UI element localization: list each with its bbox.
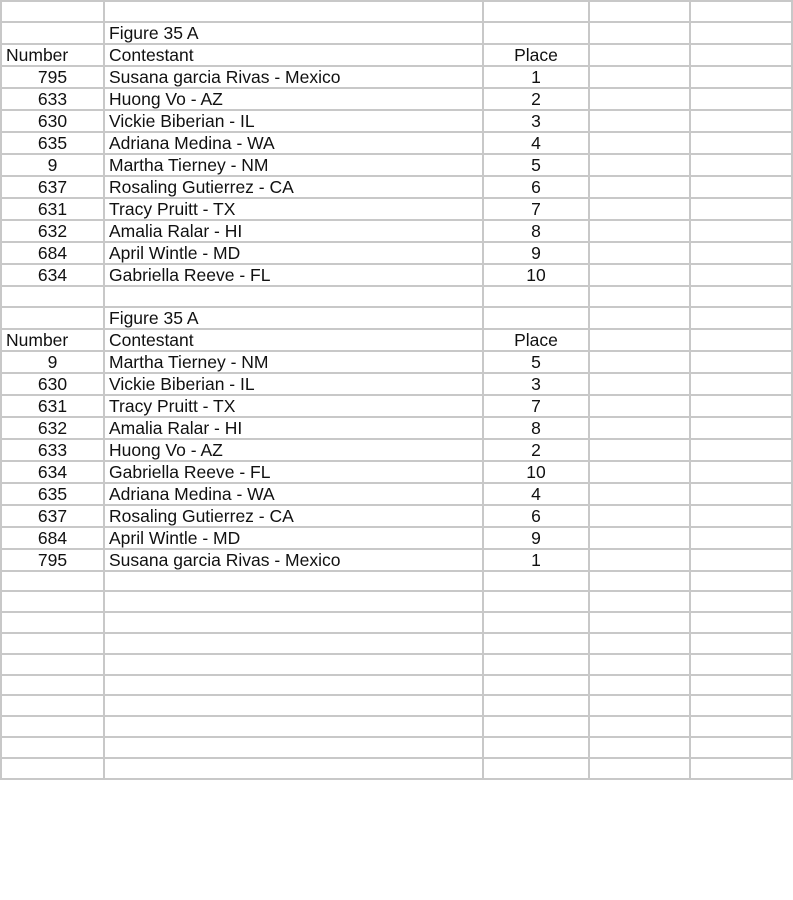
- cell[interactable]: [104, 571, 483, 592]
- table-row: [1, 505, 792, 527]
- place-cell[interactable]: 9: [483, 527, 589, 549]
- cell[interactable]: [690, 286, 792, 307]
- contestant-cell[interactable]: Vickie Biberian - IL: [104, 373, 483, 395]
- table-row: [1, 66, 792, 88]
- contestant-cell[interactable]: Huong Vo - AZ: [104, 439, 483, 461]
- header-number[interactable]: Number: [1, 329, 104, 351]
- empty-row: [1, 612, 792, 633]
- empty-row: [1, 758, 792, 779]
- contestant-cell[interactable]: Adriana Medina - WA: [104, 132, 483, 154]
- place-cell[interactable]: 8: [483, 417, 589, 439]
- cell[interactable]: [690, 329, 792, 351]
- place-cell[interactable]: 3: [483, 110, 589, 132]
- contestant-cell[interactable]: Adriana Medina - WA: [104, 483, 483, 505]
- cell[interactable]: [690, 483, 792, 505]
- number-cell[interactable]: 795: [1, 549, 104, 571]
- contestant-cell[interactable]: Vickie Biberian - IL: [104, 110, 483, 132]
- cell[interactable]: [690, 395, 792, 417]
- contestant-cell[interactable]: Rosaling Gutierrez - CA: [104, 176, 483, 198]
- contestant-cell[interactable]: Tracy Pruitt - TX: [104, 198, 483, 220]
- table-row: [1, 220, 792, 242]
- cell[interactable]: [690, 758, 792, 779]
- table-row: [1, 88, 792, 110]
- cell[interactable]: [589, 373, 690, 395]
- contestant-cell[interactable]: Huong Vo - AZ: [104, 88, 483, 110]
- cell[interactable]: [1, 612, 104, 633]
- table-row: [1, 110, 792, 132]
- number-cell[interactable]: 630: [1, 110, 104, 132]
- cell[interactable]: [589, 44, 690, 66]
- cell[interactable]: [690, 591, 792, 612]
- header-contestant[interactable]: Contestant: [104, 44, 483, 66]
- cell[interactable]: [690, 220, 792, 242]
- cell[interactable]: [104, 286, 483, 307]
- cell[interactable]: [104, 675, 483, 696]
- cell[interactable]: [690, 505, 792, 527]
- contestant-cell[interactable]: Amalia Ralar - HI: [104, 417, 483, 439]
- table-row: [1, 154, 792, 176]
- contestant-cell[interactable]: April Wintle - MD: [104, 242, 483, 264]
- number-cell[interactable]: 633: [1, 88, 104, 110]
- cell[interactable]: [589, 591, 690, 612]
- place-cell[interactable]: 7: [483, 395, 589, 417]
- table-row: [1, 527, 792, 549]
- cell[interactable]: [483, 654, 589, 675]
- cell[interactable]: [690, 110, 792, 132]
- cell[interactable]: [589, 1, 690, 22]
- header-row: [1, 44, 792, 66]
- cell[interactable]: [589, 695, 690, 716]
- number-cell[interactable]: 684: [1, 527, 104, 549]
- table-row: [1, 417, 792, 439]
- cell[interactable]: [589, 22, 690, 44]
- number-cell[interactable]: 633: [1, 439, 104, 461]
- cell[interactable]: [589, 110, 690, 132]
- empty-row: [1, 737, 792, 758]
- cell[interactable]: [104, 758, 483, 779]
- cell[interactable]: [1, 654, 104, 675]
- cell[interactable]: [690, 737, 792, 758]
- cell[interactable]: [104, 737, 483, 758]
- place-cell[interactable]: 1: [483, 66, 589, 88]
- number-cell[interactable]: 684: [1, 242, 104, 264]
- cell[interactable]: [1, 737, 104, 758]
- cell[interactable]: [690, 612, 792, 633]
- empty-row: [1, 654, 792, 675]
- spreadsheet-body: [1, 1, 792, 779]
- cell[interactable]: [589, 132, 690, 154]
- cell[interactable]: [589, 66, 690, 88]
- table-row: [1, 395, 792, 417]
- cell[interactable]: [690, 264, 792, 286]
- cell[interactable]: [589, 716, 690, 737]
- contestant-cell[interactable]: Susana garcia Rivas - Mexico: [104, 549, 483, 571]
- cell[interactable]: [690, 176, 792, 198]
- contestant-cell[interactable]: Rosaling Gutierrez - CA: [104, 505, 483, 527]
- cell[interactable]: [690, 373, 792, 395]
- cell[interactable]: [483, 1, 589, 22]
- cell[interactable]: [690, 417, 792, 439]
- cell[interactable]: [104, 591, 483, 612]
- cell[interactable]: [589, 571, 690, 592]
- cell[interactable]: [483, 695, 589, 716]
- cell[interactable]: [1, 307, 104, 329]
- number-cell[interactable]: 634: [1, 461, 104, 483]
- cell[interactable]: [1, 633, 104, 654]
- cell[interactable]: [589, 549, 690, 571]
- cell[interactable]: [589, 220, 690, 242]
- place-cell[interactable]: 6: [483, 505, 589, 527]
- place-cell[interactable]: 4: [483, 483, 589, 505]
- cell[interactable]: [690, 549, 792, 571]
- cell[interactable]: [589, 675, 690, 696]
- cell[interactable]: [690, 1, 792, 22]
- number-cell[interactable]: 632: [1, 417, 104, 439]
- cell[interactable]: [589, 461, 690, 483]
- cell[interactable]: [589, 198, 690, 220]
- contestant-cell[interactable]: Gabriella Reeve - FL: [104, 264, 483, 286]
- section-title-row: [1, 307, 792, 329]
- empty-row: [1, 695, 792, 716]
- place-cell[interactable]: 10: [483, 264, 589, 286]
- cell[interactable]: [1, 1, 104, 22]
- header-place[interactable]: Place: [483, 329, 589, 351]
- header-row: [1, 329, 792, 351]
- cell[interactable]: [589, 264, 690, 286]
- cell[interactable]: [483, 737, 589, 758]
- cell[interactable]: [483, 633, 589, 654]
- number-cell[interactable]: 634: [1, 264, 104, 286]
- table-row: [1, 461, 792, 483]
- number-cell[interactable]: 630: [1, 373, 104, 395]
- contestant-cell[interactable]: Martha Tierney - NM: [104, 154, 483, 176]
- table-row: [1, 439, 792, 461]
- number-cell[interactable]: 631: [1, 198, 104, 220]
- table-row: [1, 483, 792, 505]
- cell[interactable]: [690, 633, 792, 654]
- cell[interactable]: [1, 571, 104, 592]
- cell[interactable]: [690, 22, 792, 44]
- cell[interactable]: [589, 286, 690, 307]
- cell[interactable]: [690, 654, 792, 675]
- cell[interactable]: [1, 591, 104, 612]
- cell[interactable]: [690, 154, 792, 176]
- table-row: [1, 176, 792, 198]
- cell[interactable]: [589, 351, 690, 373]
- cell[interactable]: [483, 675, 589, 696]
- cell[interactable]: [104, 633, 483, 654]
- place-cell[interactable]: 5: [483, 154, 589, 176]
- cell[interactable]: [104, 1, 483, 22]
- cell[interactable]: [589, 439, 690, 461]
- cell[interactable]: [589, 242, 690, 264]
- section-title-row: [1, 22, 792, 44]
- cell[interactable]: [1, 758, 104, 779]
- cell[interactable]: [690, 527, 792, 549]
- cell[interactable]: [104, 612, 483, 633]
- table-row: [1, 198, 792, 220]
- cell[interactable]: [483, 286, 589, 307]
- cell[interactable]: [690, 695, 792, 716]
- cell[interactable]: [690, 716, 792, 737]
- cell[interactable]: [483, 612, 589, 633]
- number-cell[interactable]: 635: [1, 132, 104, 154]
- cell[interactable]: [690, 88, 792, 110]
- cell[interactable]: [589, 176, 690, 198]
- place-cell[interactable]: 10: [483, 461, 589, 483]
- cell[interactable]: [690, 571, 792, 592]
- cell[interactable]: [104, 695, 483, 716]
- cell[interactable]: [690, 461, 792, 483]
- place-cell[interactable]: 8: [483, 220, 589, 242]
- place-cell[interactable]: 6: [483, 176, 589, 198]
- empty-row: [1, 1, 792, 22]
- cell[interactable]: [483, 571, 589, 592]
- place-cell[interactable]: 4: [483, 132, 589, 154]
- place-cell[interactable]: 9: [483, 242, 589, 264]
- contestant-cell[interactable]: Martha Tierney - NM: [104, 351, 483, 373]
- cell[interactable]: [690, 44, 792, 66]
- section-title[interactable]: Figure 35 A: [104, 307, 483, 329]
- cell[interactable]: [1, 716, 104, 737]
- header-place[interactable]: Place: [483, 44, 589, 66]
- cell[interactable]: [483, 307, 589, 329]
- cell[interactable]: [589, 633, 690, 654]
- table-row: [1, 132, 792, 154]
- place-cell[interactable]: 7: [483, 198, 589, 220]
- cell[interactable]: [690, 351, 792, 373]
- cell[interactable]: [690, 307, 792, 329]
- cell[interactable]: [690, 242, 792, 264]
- cell[interactable]: [1, 22, 104, 44]
- table-row: [1, 242, 792, 264]
- place-cell[interactable]: 1: [483, 549, 589, 571]
- number-cell[interactable]: 637: [1, 505, 104, 527]
- empty-row: [1, 633, 792, 654]
- cell[interactable]: [690, 675, 792, 696]
- contestant-cell[interactable]: Gabriella Reeve - FL: [104, 461, 483, 483]
- cell[interactable]: [104, 654, 483, 675]
- contestant-cell[interactable]: Amalia Ralar - HI: [104, 220, 483, 242]
- table-row: [1, 549, 792, 571]
- place-cell[interactable]: 3: [483, 373, 589, 395]
- cell[interactable]: [483, 591, 589, 612]
- cell[interactable]: [589, 417, 690, 439]
- number-cell[interactable]: 635: [1, 483, 104, 505]
- cell[interactable]: [589, 505, 690, 527]
- number-cell[interactable]: 631: [1, 395, 104, 417]
- empty-row: [1, 675, 792, 696]
- cell[interactable]: [690, 132, 792, 154]
- cell[interactable]: [589, 758, 690, 779]
- number-cell[interactable]: 637: [1, 176, 104, 198]
- place-cell[interactable]: 2: [483, 88, 589, 110]
- number-cell[interactable]: 9: [1, 351, 104, 373]
- cell[interactable]: [483, 22, 589, 44]
- cell[interactable]: [104, 716, 483, 737]
- number-cell[interactable]: 9: [1, 154, 104, 176]
- header-number[interactable]: Number: [1, 44, 104, 66]
- cell[interactable]: [589, 88, 690, 110]
- empty-row: [1, 571, 792, 592]
- contestant-cell[interactable]: Tracy Pruitt - TX: [104, 395, 483, 417]
- place-cell[interactable]: 5: [483, 351, 589, 373]
- cell[interactable]: [589, 527, 690, 549]
- cell[interactable]: [690, 198, 792, 220]
- cell[interactable]: [589, 612, 690, 633]
- header-contestant[interactable]: Contestant: [104, 329, 483, 351]
- section-title[interactable]: Figure 35 A: [104, 22, 483, 44]
- contestant-cell[interactable]: April Wintle - MD: [104, 527, 483, 549]
- empty-row: [1, 286, 792, 307]
- cell[interactable]: [589, 737, 690, 758]
- cell[interactable]: [690, 66, 792, 88]
- cell[interactable]: [589, 307, 690, 329]
- table-row: [1, 264, 792, 286]
- place-cell[interactable]: 2: [483, 439, 589, 461]
- cell[interactable]: [690, 439, 792, 461]
- cell[interactable]: [1, 286, 104, 307]
- cell[interactable]: [589, 329, 690, 351]
- empty-row: [1, 591, 792, 612]
- number-cell[interactable]: 795: [1, 66, 104, 88]
- cell[interactable]: [1, 695, 104, 716]
- cell[interactable]: [589, 154, 690, 176]
- table-row: [1, 351, 792, 373]
- table-row: [1, 373, 792, 395]
- cell[interactable]: [589, 395, 690, 417]
- cell[interactable]: [589, 654, 690, 675]
- empty-row: [1, 716, 792, 737]
- cell[interactable]: [483, 716, 589, 737]
- number-cell[interactable]: 632: [1, 220, 104, 242]
- contestant-cell[interactable]: Susana garcia Rivas - Mexico: [104, 66, 483, 88]
- cell[interactable]: [483, 758, 589, 779]
- cell[interactable]: [1, 675, 104, 696]
- cell[interactable]: [589, 483, 690, 505]
